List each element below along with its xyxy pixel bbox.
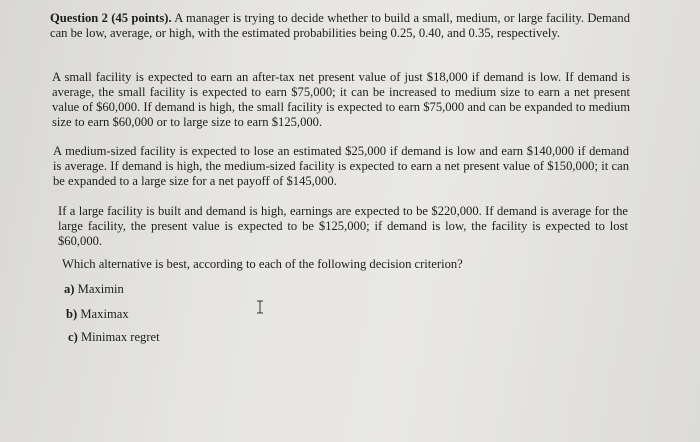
question-prompt: Which alternative is best, according to each of the following decision criterion? (62, 257, 463, 271)
question-header (50, 11, 630, 41)
paragraph-medium-facility: A medium-sized facility is expected to lose an estimated $25,000 if demand is low and earn $140,000 if demand is average. If demand is high, the medium-sized facility is expected to earn a net present value of $150,000; it can be expanded to a large size for a net payoff of $145,000. (53, 144, 629, 188)
choice-c-letter: c) (68, 330, 78, 344)
paragraph-small-facility: A small facility is expected to earn an after-tax net present value of just $18,000 if demand is low. If demand is average, the small facility is expected to earn $75,000; it can be increased to medium size to earn a net present value of $60,000. If demand is high, the small facility is expected to earn $75,000 and can be expanded to medium size to earn $60,000 or to large size to earn $125,000. (52, 70, 630, 129)
choice-b-label: Maximax (80, 307, 129, 321)
choice-a-letter: a) (64, 282, 75, 296)
choice-c (68, 330, 160, 345)
choice-a (64, 282, 124, 297)
paragraph-large-facility: If a large facility is built and demand is high, earnings are expected to be $220,000. If demand is average for the large facility, the present value is expected to be $125,000; if demand is low, the facility is expected to lost $60,000. (58, 204, 628, 248)
question-title: Question 2 (45 points). (50, 11, 172, 25)
choice-c-label: Minimax regret (80, 330, 160, 344)
question-intro: A manager is trying to decide whether to build a small, medium, or large facility. Demand can be low, average, or high, with the estimated probabilities being 0.25, 0.40, and 0.35, respectively. (50, 11, 630, 40)
choice-b-letter: b) (66, 307, 78, 321)
choice-a-label: Maximin (77, 282, 124, 296)
choice-b (66, 307, 129, 322)
text-cursor-icon (256, 300, 264, 314)
